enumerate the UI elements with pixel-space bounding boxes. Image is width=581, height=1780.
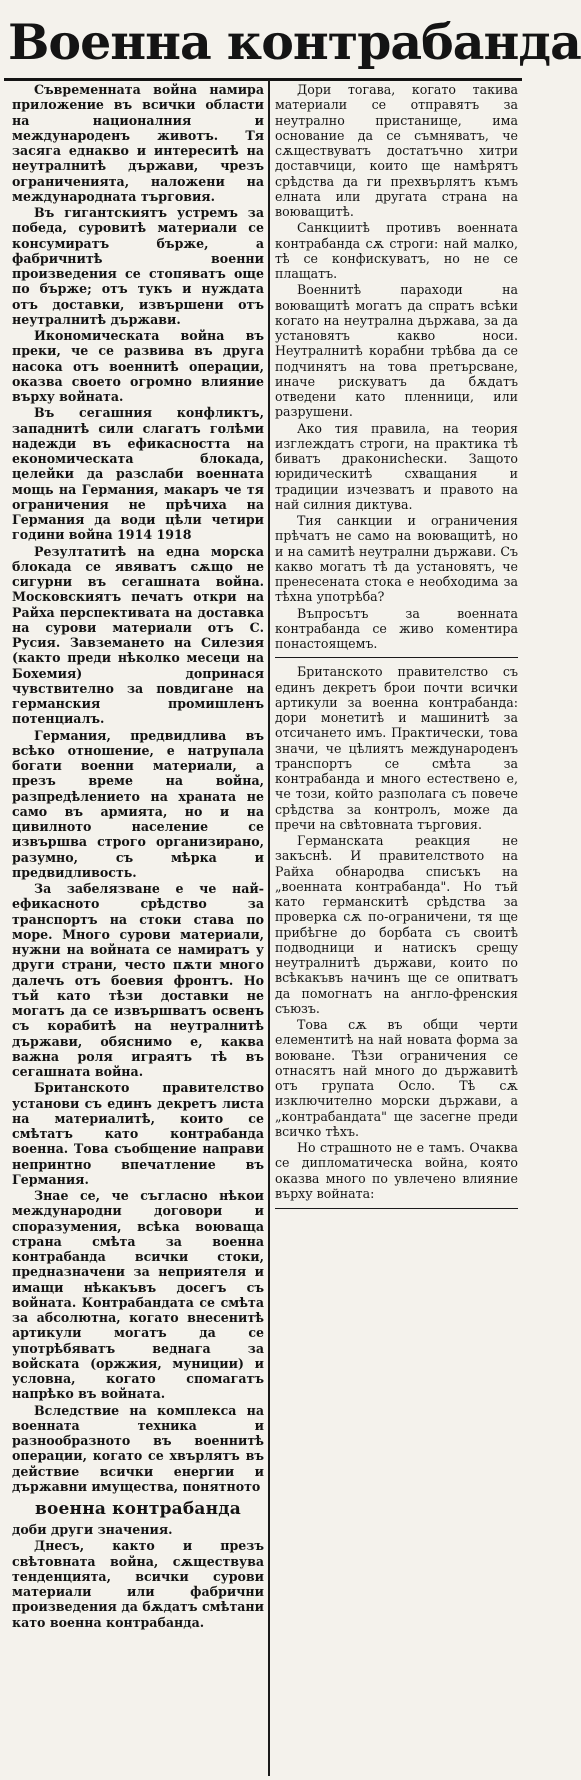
paragraph: Вследствие на комплекса на военната техника и разнообразното въ военнитѣ операции, когато се хвърлятъ въ действие всички енергии и държавни имущества, понятното bbox=[12, 1402, 264, 1494]
column-divider bbox=[268, 80, 270, 1776]
headline-rule bbox=[4, 78, 522, 81]
paragraph: Съвременната война намира приложение въ всички области на националния и международенъ животъ. Тя засяга еднакво и интереситѣ на неутралнитѣ държави, чрезъ ограниченията, наложени на международната търговия. bbox=[12, 82, 264, 204]
paragraph: Германската реакция не закъснѣ. И правителството на Райха обнародва списъкъ на „военната контрабанда". Но тъй като германскитѣ срѣдства за проверка сѫ по-ограничени, тя ще прибѣгне до борбата съ своитѣ подводници и натискъ срещу неутралнитѣ държави, които по всѣкакъвъ начинъ ще се опитватъ да помогнатъ на англо-френския съюзъ. bbox=[275, 833, 518, 1016]
paragraph: Дори тогава, когато такива материали се отправятъ за неутрално пристанище, има основание да се съмняватъ, че сѫществуватъ достатъчно хитри доставчици, които ще намѣрятъ срѣдства да ги прехвърлятъ къмъ елната или другата страна на воюващитѣ. bbox=[275, 82, 518, 219]
paragraph: Въпросътъ за военната контрабанда се живо коментира понастоящемъ. bbox=[275, 606, 518, 659]
article-headline: Военна контрабанда bbox=[8, 13, 581, 71]
paragraph: Въ сегашния конфликтъ, западнитѣ сили слагатъ голѣми надежди въ ефикасността на економическата блокада, целейки да разслаби военната мощь на Германия, макаръ че тя ограничения не прѣчиха на Германия да води цѣли четири години война 1914 1918 bbox=[12, 405, 264, 543]
paragraph: Това сѫ въ общи черти елементитѣ на най новата форма за воюване. Тѣзи ограничения се отнасятъ най много до държавитѣ отъ групата Осло. Тѣ сѫ изключително морски държави, а „контрабандата" ще засегне преди всичко тѣхъ. bbox=[275, 1017, 518, 1139]
right-column bbox=[275, 84, 518, 1776]
paragraph: Знае се, че съгласно нѣкои международни договори и споразумения, всѣка воюваща страна смѣта за военна контрабанда всички стоки, предназначени за неприятеля и имащи нѣкакъвъ досегъ съ войната. Контрабандата се смѣта за абсолютна, когато внесенитѣ артикули могатъ да се употрѣбяватъ веднага за войската (оржжия, муниции) и условна, когато спомагатъ напрѣко въ войната. bbox=[12, 1188, 264, 1402]
paragraph: доби други значения. bbox=[12, 1522, 173, 1537]
paragraph: Тия санкции и ограничения прѣчатъ не само на воюващитѣ, но и на самитѣ неутрални държави. Съ какво могатъ тѣ да установятъ, че пренесената стока е необходима за тѣхна употрѣба? bbox=[275, 513, 518, 605]
paragraph: Ако тия правила, на теория изглеждатъ строги, на практика тѣ биватъ дракониchески. Защото юридическитѣ схващания и традиции изчезватъ и правото на най силния диктува. bbox=[275, 420, 518, 512]
paragraph: Но страшното не е тамъ. Очаква се дипломатическа война, която оказва много по увлечено влияние върху войната: bbox=[275, 1140, 518, 1201]
paragraph: Британското правителство установи съ единъ декретъ листа на материалитѣ, които се смѣтатъ като контрабанда военна. Това съобщение направи непринтно впечатление въ Германия. bbox=[12, 1080, 264, 1187]
paragraph: Днесъ, както и презъ свѣтовната война, сѫществува тенденцията, всички сурови материали или фабрични произведения да бѫдатъ смѣтани като военна контрабанда. bbox=[12, 1538, 264, 1630]
paragraph: Резултатитѣ на една морска блокада се явяватъ сѫщо не сигурни въ сегашната война. Московскиятъ печатъ откри на Райха перспективата на доставка на сурови материали отъ С. Русия. Завземането на Силезия (както преди нѣколко месеци на Бохемия) допринася чувствително за повдигане на германския промишленъ потенциалъ. bbox=[12, 543, 264, 727]
paragraph: Военнитѣ параходи на воюващитѣ могатъ да спратъ всѣки когато на неутрална държава, за да установятъ какво носи. Неутралнитѣ корабни трѣбва да се подчинятъ на това претърсване, иначе рискуватъ да бѫдатъ отведени като пленници, или разрушени. bbox=[275, 282, 518, 420]
paragraph: Британското правителство съ единъ декретъ брои почти всички артикули за военна контрабанда: дори монетитѣ и машинитѣ за отсичането имъ. Практически, това значи, че цѣлиятъ международенъ транспортъ се смѣта за контрабанда и много естествено е, че този, който разполага съ повече срѣдства за контролъ, може да пречи на свѣтовната търговия. bbox=[275, 664, 518, 832]
paragraph: За забелязване е че най-ефикасното срѣдство за транспортъ на стоки става по море. Много сурови материали, нужни на войната се намиратъ у други страни, често пѫти много далечъ отъ боевия фронтъ. Но тъй като тѣзи доставки не могатъ да се извършватъ освенъ съ корабитѣ на неутралнитѣ държави, обяснимо е, каква важна роля играятъ тѣ въ сегашната война. bbox=[12, 881, 264, 1079]
paragraph: Въ гигантскиятъ устремъ за победа, суровитѣ материали се консумиратъ бърже, а фабричнитѣ военни произведения се стопяватъ още по бърже; отъ тукъ и нуждата отъ доставки, извършени отъ неутралнитѣ държави. bbox=[12, 205, 264, 327]
left-column bbox=[12, 84, 264, 1776]
section-subheading: военна контрабанда bbox=[34, 1499, 242, 1519]
paragraph: Германия, предвидлива въ всѣко отношение, е натрупала богати военни материали, а презъ време на война, разпредѣлението на храната не само въ армията, но и на цивилното население се извършва строго организирано, разумно, съ мѣрка и предвидливость. bbox=[12, 727, 264, 880]
paragraph: Санкциитѣ противъ военната контрабанда сѫ строги: най малко, тѣ се конфискуватъ, но не се плащатъ. bbox=[275, 220, 518, 281]
column-end-rule bbox=[275, 1203, 518, 1209]
paragraph: Икономическата война въ преки, че се развива въ друга насока отъ военнитѣ операции, оказва своето огромно влияние върху войната. bbox=[12, 328, 264, 404]
